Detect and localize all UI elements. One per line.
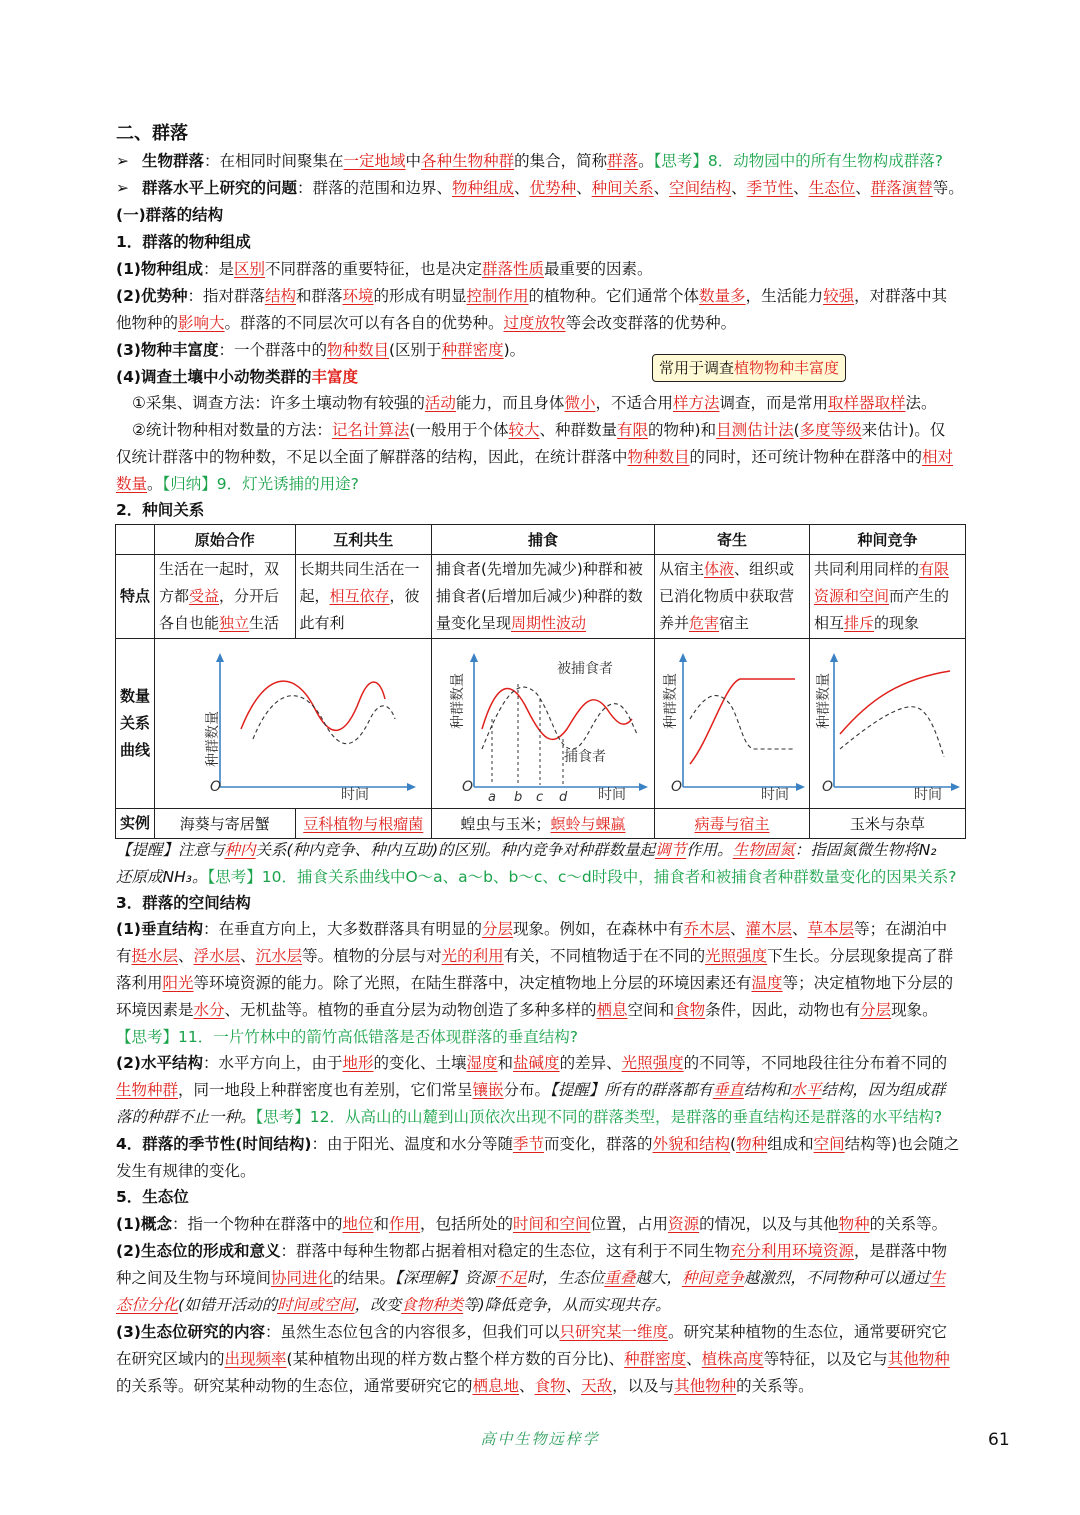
x-axis-label: 时间: [341, 787, 369, 803]
graph-parasitism: [655, 639, 810, 809]
tip-intraspecific: 【提醒】注意与种内关系(种内竞争、种内互助)的区别。种内竞争对种群数量起调节作用。生物固氮：指固氮微生物将N₂: [116, 841, 937, 859]
para-horizontal-3: 落的种群不止一种。【思考】12．从高山的山麓到山顶依次出现不同的群落类型，是群落的垂直结构还是群落的水平结构?: [116, 1108, 943, 1126]
tick-c: c: [536, 790, 544, 804]
x-axis-label: 时间: [914, 787, 942, 803]
origin-label: O: [671, 779, 683, 795]
x-axis-label: 时间: [598, 787, 626, 803]
para-niche-research-3: 的关系等。研究某种动物的生态位，通常要研究它的栖息地、食物、天敌，以及与其他物种的关系等。: [116, 1377, 814, 1395]
row-label-example: 实例: [116, 809, 155, 839]
para-soil-survey-heading: (4)调查土壤中小动物类群的丰富度: [116, 368, 358, 386]
para-counting-method-cont: 仅统计群落中的物种数，不足以全面了解群落的结构，因此，在统计群落中物种数目的同时，还可统计物种在群落中的相对: [116, 448, 954, 466]
graph-predation: [432, 639, 655, 809]
page-number: 61: [988, 1430, 1010, 1450]
para-horizontal-2: 生物种群，同一地段上种群密度也有差别，它们常呈镶嵌分布。【提醒】所有的群落都有垂直结构和水平结构，因为组成群: [116, 1081, 946, 1099]
th-competition: 种间竞争: [810, 525, 966, 555]
y-axis-label: 种群数量: [450, 673, 466, 729]
para-dominant-species: (2)优势种：指对群落结构和群落环境的形成有明显控制作用的植物种。它们通常个体数量多，生活能力较强，对群落中其: [116, 287, 948, 305]
origin-label: O: [210, 779, 222, 795]
th-mutualism: 互利共生: [295, 525, 431, 555]
th-predation: 捕食: [432, 525, 655, 555]
line-community-def: ➢ 生物群落：在相同时间聚集在一定地域中各种生物种群的集合，简称群落。【思考】8．动物园中的所有生物构成群落?: [116, 152, 943, 170]
para-niche-research-1: (3)生态位研究的内容：虽然生态位包含的内容很多，但我们可以只研究某一维度。研究某种植物的生态位，通常要研究它: [116, 1323, 948, 1341]
cell-feature-competition: 共同利用同样的有限资源和空间而产生的相互排斥的现象: [810, 555, 966, 639]
th-parasitism: 寄生: [655, 525, 810, 555]
graph-cooperation-mutualism: [155, 639, 432, 809]
para-dominant-species-cont: 他物种的影响大。群落的不同层次可以有各自的优势种。过度放牧等会改变群落的优势种。: [116, 314, 737, 332]
para-niche-formation-2: 种之间及生物与环境间协同进化的结果。【深理解】资源不足时，生态位重叠越大，种间竞争越激烈，不同物种可以通过生: [116, 1269, 946, 1287]
para-seasonal-1: 4．群落的季节性(时间结构)：由于阳光、温度和水分等随季节而变化，群落的外貌和结构(物种组成和空间结构等)也会随之: [116, 1135, 960, 1153]
para-collection-method: ①采集、调查方法：许多土壤动物有较强的活动能力，而且身体微小，不适合用样方法调查，而是常用取样器取样法。: [132, 394, 937, 412]
section-title: 二、群落: [116, 123, 188, 144]
interspecific-table: [115, 524, 966, 839]
graph-competition: [810, 639, 966, 809]
think-11: 【思考】11．一片竹林中的箭竹高低错落是否体现群落的垂直结构?: [116, 1028, 578, 1046]
cell-feature-parasitism: 从宿主体液、组织或已消化物质中获取营养并危害宿主: [655, 555, 810, 639]
table-corner: [116, 525, 155, 555]
footer-brand: 高中生物远梓学: [480, 1430, 600, 1448]
curve-graph-1: [155, 639, 431, 804]
curve-graph-2: [432, 639, 654, 804]
cell-feature-mutualism: 长期共同生活在一起，相互依存，彼此有利: [295, 555, 431, 639]
heading-interspecific: 2．种间关系: [116, 501, 205, 519]
example-mutualism: 豆科植物与根瘤菌: [295, 809, 431, 839]
example-competition: 玉米与杂草: [810, 809, 966, 839]
callout-note: 常用于调查植物物种丰富度: [652, 354, 846, 382]
tick-b: b: [514, 790, 523, 804]
row-label-feature: 特点: [116, 555, 155, 639]
y-axis-label: 种群数量: [205, 711, 221, 767]
para-seasonal-2: 发生有规律的变化。: [116, 1162, 256, 1180]
curve-graph-3: [655, 639, 809, 804]
predator-label: 捕食者: [564, 749, 606, 765]
cell-feature-cooperation: 生活在一起时，双方都受益，分开后各自也能独立生活: [155, 555, 296, 639]
para-richness: (3)物种丰富度：一个群落中的物种数目(区别于种群密度)。: [116, 341, 526, 359]
para-species-composition: (1)物种组成：是区别不同群落的重要特征，也是决定群落性质最重要的因素。: [116, 260, 653, 278]
y-axis-label: 种群数量: [816, 673, 832, 729]
tick-a: a: [488, 790, 496, 804]
y-axis-label: 种群数量: [663, 673, 679, 729]
para-vertical-3: 落利用阳光等环境资源的能力。除了光照，在陆生群落中，决定植物地上分层的环境因素还有温度等；决定植物地下分层的: [116, 974, 954, 992]
curve-graph-4: [810, 639, 965, 804]
example-cooperation: 海葵与寄居蟹: [155, 809, 296, 839]
heading-species-composition: 1．群落的物种组成: [116, 233, 251, 251]
heading-spatial-structure: 3．群落的空间结构: [116, 894, 251, 912]
tick-d: d: [559, 790, 568, 804]
para-vertical-1: (1)垂直结构：在垂直方向上，大多数群落具有明显的分层现象。例如，在森林中有乔木层、灌木层、草本层等；在湖泊中: [116, 920, 948, 938]
tip-intraspecific-cont: 还原成NH₃。【思考】10．捕食关系曲线中O～a、a～b、b～c、c～d时段中，捕食者和被捕食者种群数量变化的因果关系?: [116, 868, 957, 886]
para-counting-method: ②统计物种相对数量的方法：记名计算法(一般用于个体较大、种群数量有限的物种)和目测估计法(多度等级来估计)。仅: [132, 421, 946, 439]
heading-structure: (一)群落的结构: [116, 206, 224, 224]
th-cooperation: 原始合作: [155, 525, 296, 555]
cell-feature-predation: 捕食者(先增加先减少)种群和被捕食者(后增加后减少)种群的数量变化呈现周期性波动: [432, 555, 655, 639]
row-label-curve: 数量关系曲线: [116, 639, 155, 809]
example-parasitism: 病毒与宿主: [655, 809, 810, 839]
para-vertical-4: 环境因素是水分、无机盐等。植物的垂直分层为动物创造了多种多样的栖息空间和食物条件，因此，动物也有分层现象。: [116, 1001, 938, 1019]
example-predation: 蝗虫与玉米；螟蛉与蜾蠃: [432, 809, 655, 839]
para-vertical-2: 有挺水层、浮水层、沉水层等。植物的分层与对光的利用有关，不同植物适于在不同的光照强度下生长。分层现象提高了群: [116, 947, 954, 965]
prey-label: 被捕食者: [557, 661, 613, 677]
origin-label: O: [822, 779, 834, 795]
para-horizontal-1: (2)水平结构：水平方向上，由于地形的变化、土壤湿度和盐碱度的差异、光照强度的不同等，不同地段往往分布着不同的: [116, 1054, 948, 1072]
x-axis-label: 时间: [761, 787, 789, 803]
para-niche-concept: (1)概念：指一个物种在群落中的地位和作用，包括所处的时间和空间位置，占用资源的情况，以及与其他物种的关系等。: [116, 1215, 948, 1233]
line-research-questions: ➢ 群落水平上研究的问题：群落的范围和边界、物种组成、优势种、种间关系、空间结构、季节性、生态位、群落演替等。: [116, 179, 964, 197]
para-counting-method-end: 数量。【归纳】9．灯光诱捕的用途?: [116, 475, 359, 493]
para-niche-formation-3: 态位分化(如错开活动的时间或空间，改变食物种类等)降低竞争，从而实现共存。: [116, 1296, 671, 1314]
para-niche-research-2: 在研究区域内的出现频率(某种植物出现的样方数占整个样方数的百分比)、种群密度、植株高度等特征，以及它与其他物种: [116, 1350, 950, 1368]
para-niche-formation-1: (2)生态位的形成和意义：群落中每种生物都占据着相对稳定的生态位，这有利于不同生物充分利用环境资源，是群落中物: [116, 1242, 948, 1260]
heading-niche: 5．生态位: [116, 1188, 189, 1206]
origin-label: O: [462, 779, 474, 795]
